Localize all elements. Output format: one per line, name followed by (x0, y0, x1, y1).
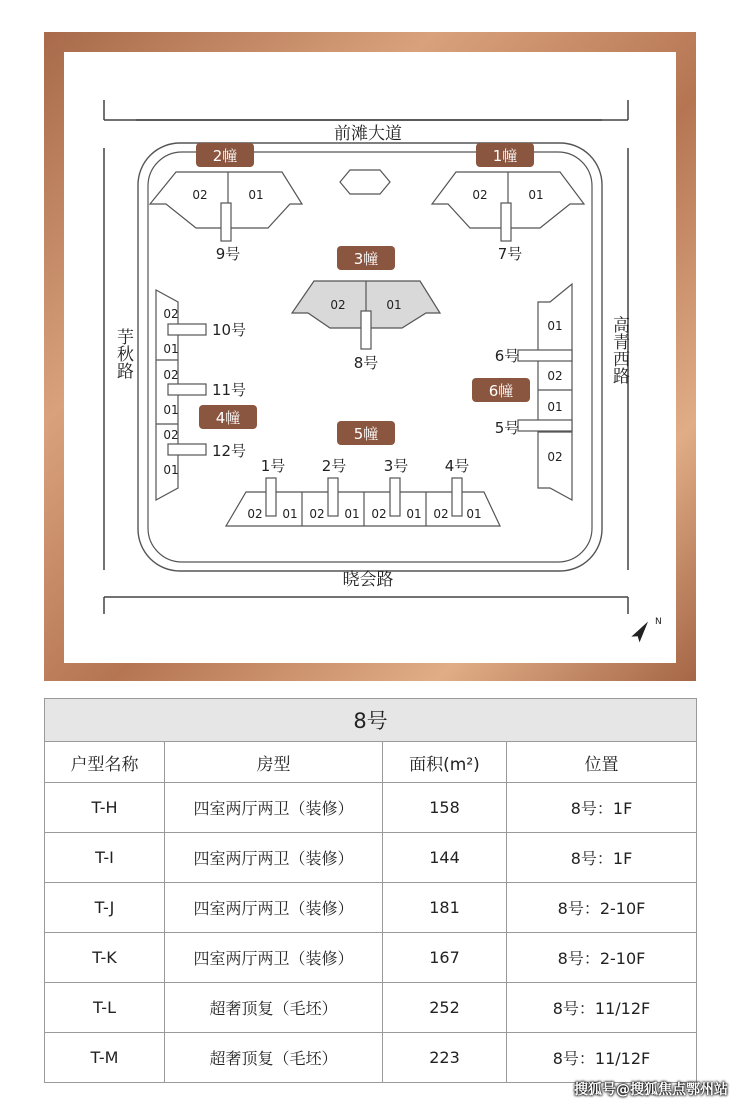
tower-number-2: 2号 (321, 457, 347, 475)
table-row (45, 1033, 697, 1083)
unit-label-01: 01 (344, 507, 360, 521)
building-label-b5: 5幢 (353, 425, 379, 443)
tower-number-9: 9号 (215, 245, 241, 263)
table-cell: 超奢顶复（毛坯） (165, 983, 383, 1033)
tower-number-11: 11号 (211, 381, 247, 399)
table-cell: T-L (45, 983, 165, 1033)
table-cell: 167 (383, 933, 507, 983)
unit-label-02: 02 (247, 507, 263, 521)
table-title: 8号 (45, 699, 697, 742)
table-cell: 158 (383, 783, 507, 833)
column-header: 房型 (165, 742, 383, 783)
table-cell: 8号：1F (507, 783, 697, 833)
table-row (45, 833, 697, 883)
table-cell: 8号：11/12F (507, 983, 697, 1033)
tower-south (226, 478, 500, 526)
unit-type-table (44, 698, 696, 1083)
tower-number-1: 1号 (260, 457, 286, 475)
table-cell: 四室两厅两卫（装修） (165, 783, 383, 833)
table-cell: 8号：11/12F (507, 1033, 697, 1083)
table-cell: T-K (45, 933, 165, 983)
road-south: 晓会路 (342, 570, 394, 590)
unit-label-02: 02 (547, 369, 563, 383)
unit-label-01: 01 (528, 188, 544, 202)
table-cell: T-M (45, 1033, 165, 1083)
road-west: 芋秋路 (113, 328, 133, 379)
road-curb-south (104, 597, 628, 614)
table-row (45, 783, 697, 833)
compass-icon (631, 619, 652, 643)
table-cell: 8号：1F (507, 833, 697, 883)
unit-label-02: 02 (163, 307, 179, 321)
watermark: 搜狐号@搜狐焦点鄂州站 (574, 1082, 728, 1098)
tower-number-4: 4号 (444, 457, 470, 475)
unit-label-01: 01 (406, 507, 422, 521)
table-cell: T-J (45, 883, 165, 933)
table-cell: 8号：2-10F (507, 883, 697, 933)
tower-7 (432, 172, 584, 241)
table-cell: T-H (45, 783, 165, 833)
tower-number-10: 10号 (211, 321, 247, 339)
tower-8 (292, 281, 440, 349)
unit-label-02: 02 (330, 298, 346, 312)
table-row (45, 983, 697, 1033)
table-cell: 252 (383, 983, 507, 1033)
unit-label-01: 01 (163, 463, 179, 477)
unit-label-02: 02 (472, 188, 488, 202)
unit-label-02: 02 (309, 507, 325, 521)
unit-table (44, 698, 697, 1083)
unit-label-01: 01 (248, 188, 264, 202)
tower-number-3: 3号 (383, 457, 409, 475)
table-cell: 223 (383, 1033, 507, 1083)
unit-label-01: 01 (163, 342, 179, 356)
building-label-b4: 4幢 (215, 409, 241, 427)
unit-label-02: 02 (547, 450, 563, 464)
table-row (45, 883, 697, 933)
column-header: 户型名称 (45, 742, 165, 783)
table-row (45, 933, 697, 983)
road-curb-north (104, 100, 628, 120)
unit-label-02: 02 (163, 368, 179, 382)
table-cell: 181 (383, 883, 507, 933)
unit-label-01: 01 (386, 298, 402, 312)
table-cell: 四室两厅两卫（装修） (165, 833, 383, 883)
table-cell: 144 (383, 833, 507, 883)
unit-label-02: 02 (163, 428, 179, 442)
unit-label-01: 01 (466, 507, 482, 521)
building-label-b6: 6幢 (488, 382, 514, 400)
building-label-b3: 3幢 (353, 250, 379, 268)
table-cell: 8号：2-10F (507, 933, 697, 983)
compass-label: N (655, 617, 662, 627)
table-cell: 四室两厅两卫（装修） (165, 883, 383, 933)
tower-number-6: 6号 (494, 347, 520, 365)
feature-hexagon (340, 170, 390, 194)
unit-label-01: 01 (163, 403, 179, 417)
road-north: 前滩大道 (334, 124, 402, 144)
tower-number-7: 7号 (497, 245, 523, 263)
table-cell: T-I (45, 833, 165, 883)
column-header: 面积(m²) (383, 742, 507, 783)
column-header: 位置 (507, 742, 697, 783)
building-label-b1: 1幢 (492, 147, 518, 165)
tower-9 (150, 172, 302, 241)
table-cell: 四室两厅两卫（装修） (165, 933, 383, 983)
unit-label-02: 02 (192, 188, 208, 202)
unit-label-01: 01 (282, 507, 298, 521)
tower-number-8: 8号 (353, 354, 379, 372)
unit-label-02: 02 (433, 507, 449, 521)
building-label-b2: 2幢 (212, 147, 238, 165)
tower-number-5: 5号 (494, 419, 520, 437)
table-cell: 超奢顶复（毛坯） (165, 1033, 383, 1083)
tower-number-12: 12号 (211, 442, 247, 460)
road-east: 高青西路 (609, 316, 629, 384)
unit-label-01: 01 (547, 400, 563, 414)
unit-label-01: 01 (547, 319, 563, 333)
unit-label-02: 02 (371, 507, 387, 521)
